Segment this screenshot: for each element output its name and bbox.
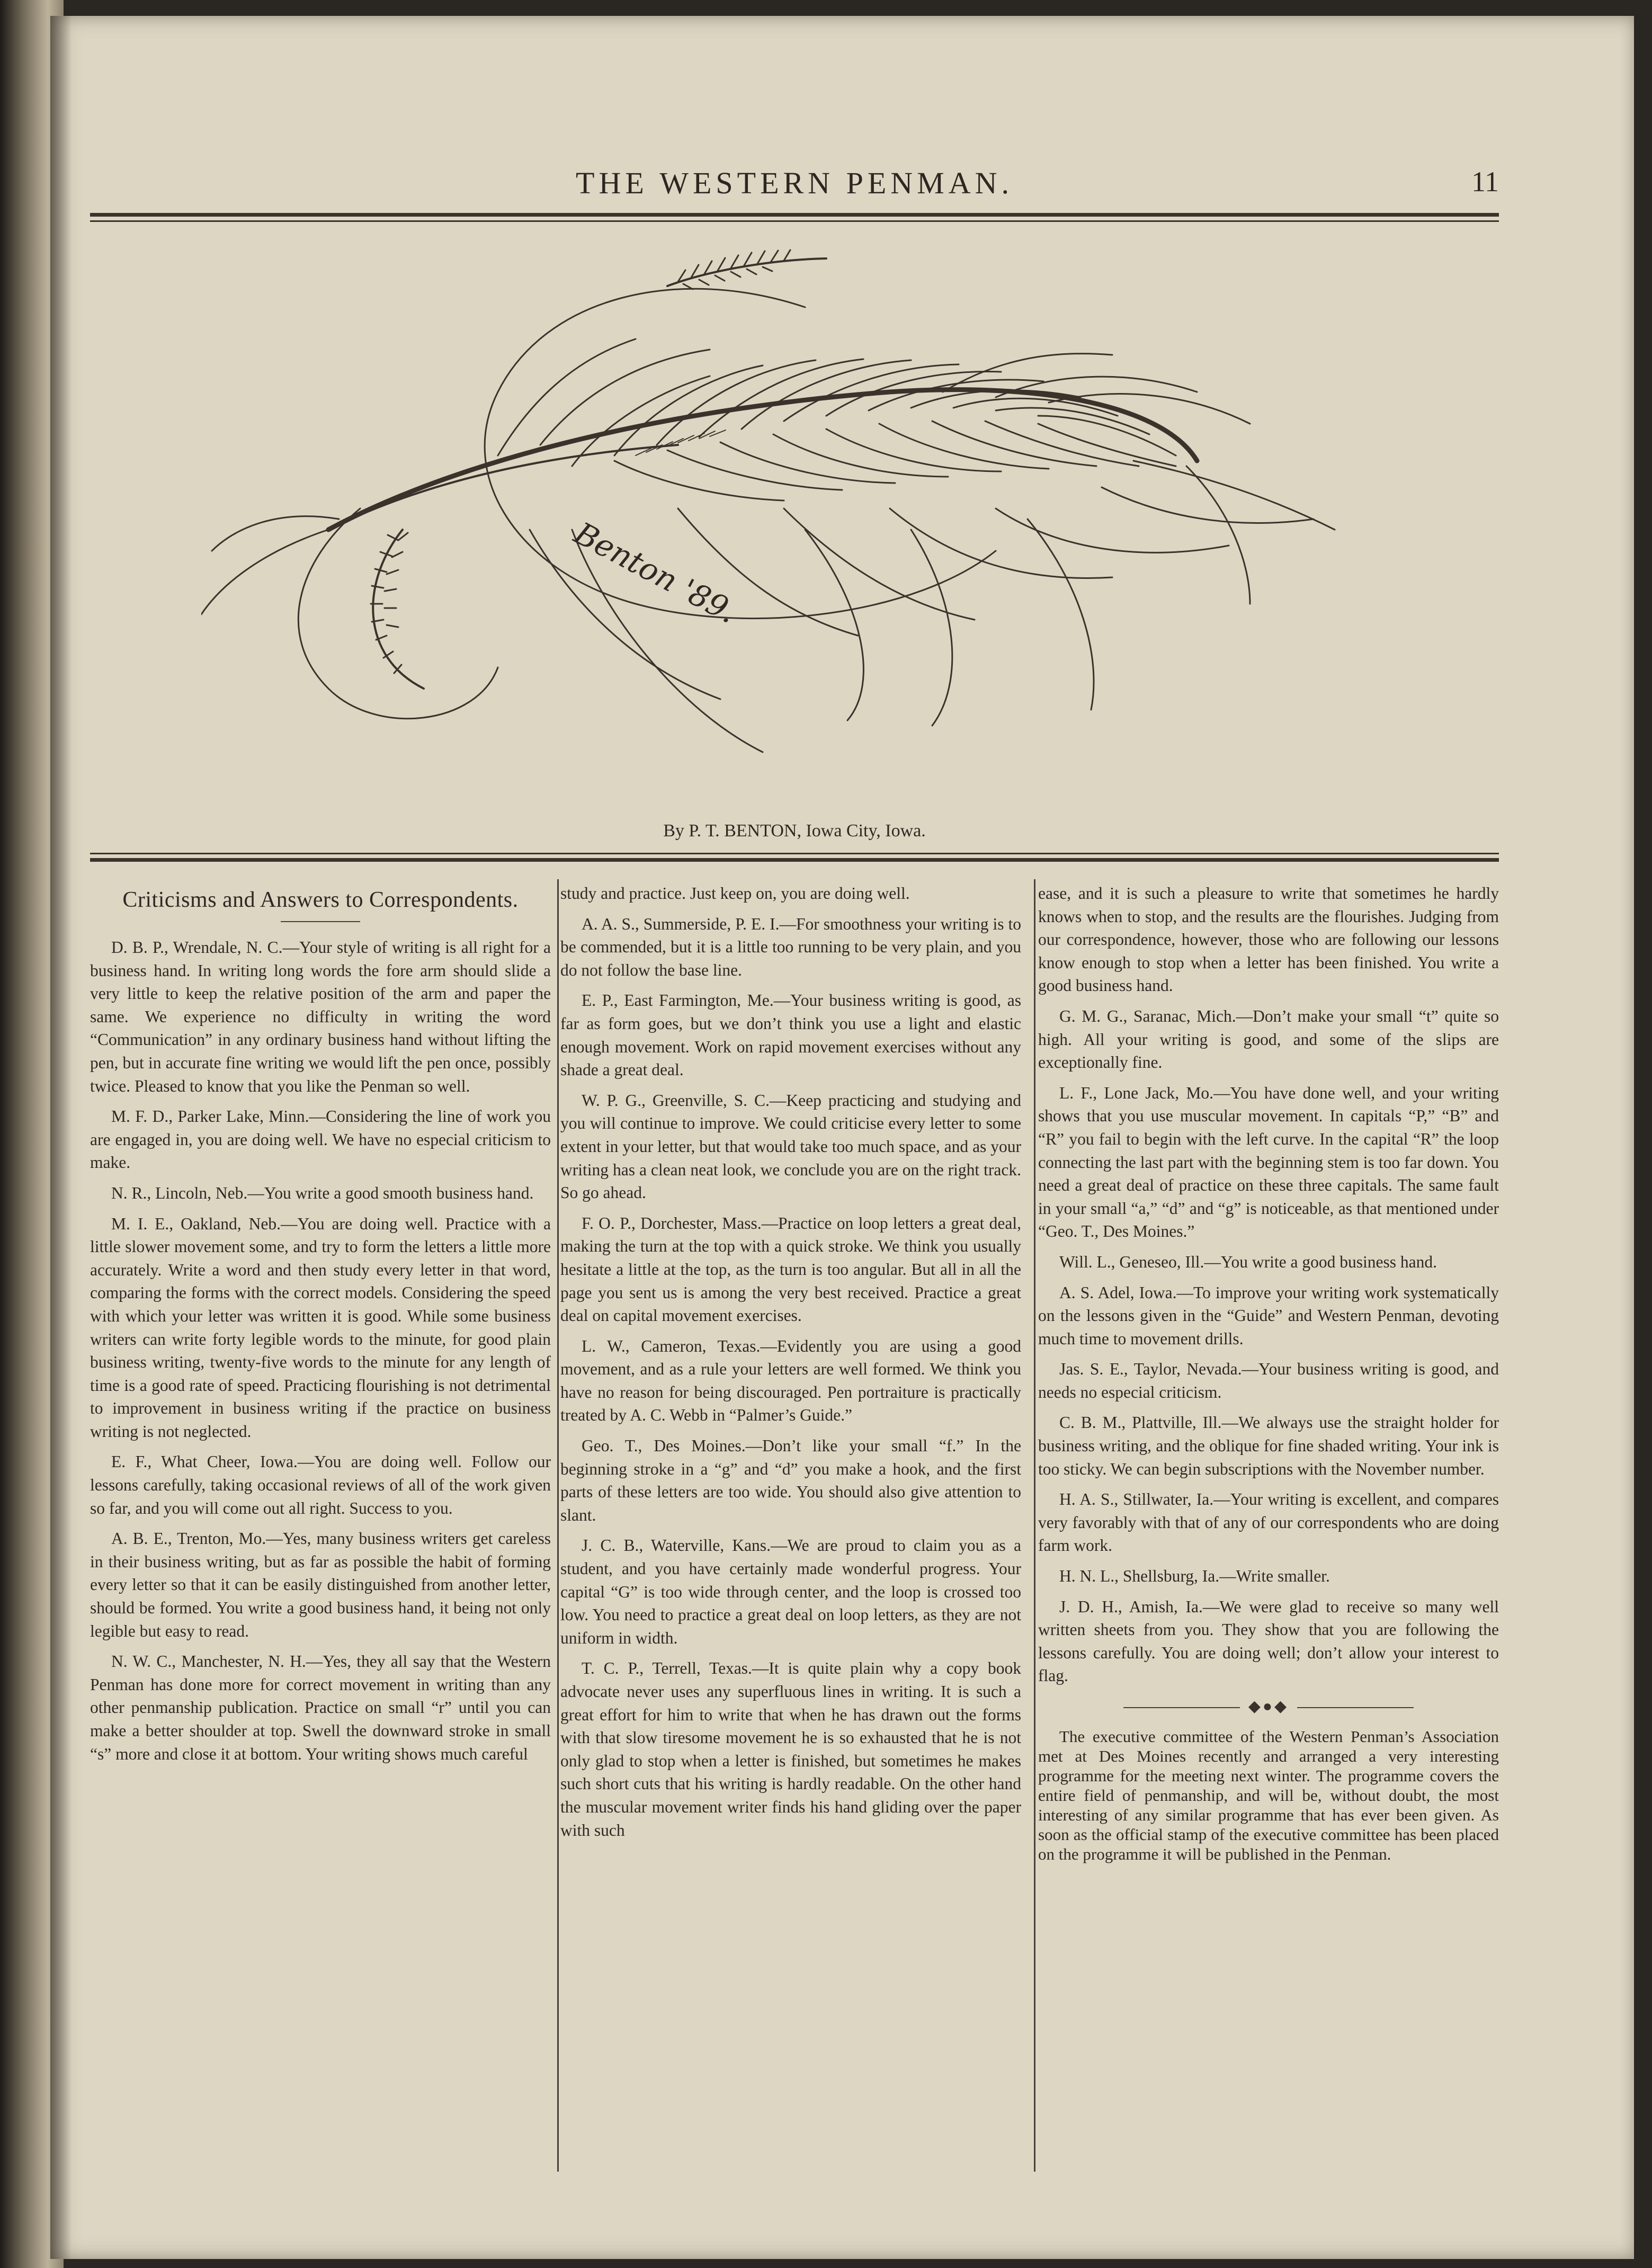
correspondent-answer: J. C. B., Waterville, Kans.—We are proud to claim you as a student, and you have certainly made wonderful progress. Your capital “G” is too wide through center, and the loop is crossed too low. You need to practice a great deal on loop letters, as they are not uniform in width. — [560, 1536, 1021, 1647]
correspondent-answer: study and practice. Just keep on, you are doing well. — [560, 884, 910, 903]
correspondent-answer: F. O. P., Dorchester, Mass.—Practice on loop letters a great deal, making the turn at the top with a quick stroke. We think you usually hesitate a little at the top, as the turn is too angular. But all in all the page you sent us is among the very best received. Practice a great deal on capital movement exercises. — [560, 1213, 1021, 1325]
column-1 — [90, 882, 551, 1773]
masthead — [90, 165, 1499, 213]
correspondent-answer: H. A. S., Stillwater, Ia.—Your writing is excellent, and compares very favorably with that of any of our correspondents who are doing farm work. — [1038, 1490, 1499, 1555]
heading-rule — [281, 921, 360, 922]
correspondent-answer: D. B. P., Wrendale, N. C.—Your style of writing is all right for a business hand. In writing long words the fore arm should slide a very little to keep the relative position of the arm and paper the same. We experience no difficulty in writing the word “Communication” in any ordinary business hand without lifting the pen, but in accurate fine writing we would lift the pen once, possibly twice. Pleased to know that you like the Penman so well. — [90, 938, 551, 1095]
correspondent-answer: A. A. S., Summerside, P. E. I.—For smoothness your writing is to be commended, but it is a little too running to be very plain, and you do not follow the base line. — [560, 914, 1021, 979]
illustration-signature: Benton '89. — [568, 515, 743, 631]
header-rule — [90, 213, 1499, 217]
correspondent-answer: Geo. T., Des Moines.—Don’t like your small “f.” In the beginning stroke in a “g” and “d” you make a hook, and the first parts of these letters are too wide. You should also give attention to slant. — [560, 1436, 1021, 1524]
column-divider — [1034, 879, 1035, 2172]
correspondent-answer: A. S. Adel, Iowa.—To improve your writing work systematically on the lessons given in the “Guide” and Western Penman, devoting much time to movement drills. — [1038, 1283, 1499, 1348]
correspondent-answer: N. R., Lincoln, Neb.—You write a good smooth business hand. — [111, 1183, 534, 1202]
flourished-quill-illustration — [201, 233, 1398, 826]
ornament-divider: ◆●◆ — [1038, 1695, 1499, 1718]
correspondent-answer: T. C. P., Terrell, Texas.—It is quite plain why a copy book advocate never uses any superfluous lines in writing. It is such a great effort for him to write that when he has drawn out the forms with that slow tiresome movement he is so exhausted that he is not only glad to stop when a letter is finished, but sometimes he makes such short cuts that his writing is hardly readable. On the other hand the muscular movement writer finds his hand gliding over the paper with such — [560, 1659, 1021, 1840]
correspondent-answer: ease, and it is such a pleasure to write that sometimes he hardly knows when to stop, and the results are the flourishes. Judging from our correspondence, however, those who are following our lessons know enough to stop when a letter has been finished. You write a good business hand. — [1038, 884, 1499, 995]
correspondent-answer: Will. L., Geneseo, Ill.—You write a good business hand. — [1059, 1252, 1437, 1271]
laurel-top — [667, 258, 826, 286]
column-3 — [1038, 882, 1499, 1864]
column-2 — [560, 882, 1021, 1849]
correspondent-answer: J. D. H., Amish, Ia.—We were glad to receive so many well written sheets from you. They show that you are following the lessons carefully. You are doing well; don’t allow your interest to flag. — [1038, 1597, 1499, 1685]
page-number: 11 — [1471, 166, 1499, 198]
gutter-shadow — [50, 16, 72, 2259]
correspondent-answer: Jas. S. E., Taylor, Nevada.—Your business writing is good, and needs no especial criticism. — [1038, 1360, 1499, 1401]
correspondent-answer: L. W., Cameron, Texas.—Evidently you are using a good movement, and as a rule your letters are well formed. We think you have no reason for being discouraged. Pen portraiture is practically treated by A. C. Webb in “Palmer’s Guide.” — [560, 1336, 1021, 1425]
flourish-circle — [485, 289, 996, 618]
section-rule-thin — [90, 853, 1499, 854]
correspondent-answer: M. I. E., Oakland, Neb.—You are doing well. Practice with a little slower movement some, and try to form the letters a little more accurately. Write a word and then study every letter in that word, comparing the forms with the correct models. Considering the speed with which your letter was written it is good. While some business writers can write forty legible words to the minute, for good plain business writing, twenty-five words to the minute for any length of time is a good rate of speed. Practicing flourishing is not detrimental to improvement in business writing if the practice on business writing is not neglected. — [90, 1214, 551, 1441]
correspondent-answer: E. P., East Farmington, Me.—Your business writing is good, as far as form goes, but we don’t think you use a light and elastic enough movement. Work on rapid movement exercises without any shade a great deal. — [560, 991, 1021, 1079]
correspondent-answer: H. N. L., Shellsburg, Ia.—Write smaller. — [1059, 1567, 1330, 1586]
header-rule-thin — [90, 220, 1499, 222]
column-divider — [557, 879, 559, 2172]
correspondent-answer: N. W. C., Manchester, N. H.—Yes, they all say that the Western Penman has done more for correct movement in writing than any other penmanship publication. Practice on small “r” until you can make a better shoulder at top. Swell the downward stroke in small “s” more and close it at bottom. Your writing shows much careful — [90, 1652, 551, 1763]
correspondent-answer: L. F., Lone Jack, Mo.—You have done well, and your writing shows that you use muscular movement. In capitals “P,” “B” and “R” you fail to begin with the left curve. In the capital “R” the loop connecting the last part with the beginning stem is too far down. You need a great deal of practice on these three capitals. The same fault in your small “a,” “d” and “g” is noticeable, as that mentioned under “Geo. T., Des Moines.” — [1038, 1083, 1499, 1241]
correspondent-answer: C. B. M., Plattville, Ill.—We always use the straight holder for business writing, and the oblique for fine shaded writing. Your ink is too sticky. We can begin subscriptions with the November number. — [1038, 1413, 1499, 1478]
correspondent-answer: M. F. D., Parker Lake, Minn.—Considering the line of work you are engaged in, you are doing well. We have no especial criticism to make. — [90, 1107, 551, 1172]
correspondent-answer: A. B. E., Trenton, Mo.—Yes, many business writers get careless in their business writing, but as far as possible the habit of forming every letter so that it can be easily distinguished from another letter, should be formed. You write a good business hand, it being not only legible but easy to read. — [90, 1529, 551, 1640]
correspondent-answer: W. P. G., Greenville, S. C.—Keep practicing and studying and you will continue to improve. We could criticise every letter to some extent in your letter, but that would take too much space, and as your writing has a clean neat look, we conclude you are on the right track. So go ahead. — [560, 1091, 1021, 1202]
section-rule — [90, 858, 1499, 862]
association-notice: The executive committee of the Western Penman’s Association met at Des Moines recently and arranged a very interesting programme for the meeting next winter. The programme covers the entire field of penmanship, and will be, without doubt, the most interesting of any similar programme that has ever been given. As soon as the official stamp of the executive committee has been placed on the programme it will be published in the Penman. — [1038, 1727, 1499, 1863]
section-heading: Criticisms and Answers to Correspondents. — [122, 888, 519, 912]
correspondent-answer: G. M. G., Saranac, Mich.—Don’t make your small “t” quite so high. All your writing is good, and some of the slips are exceptionally fine. — [1038, 1006, 1499, 1072]
illustration-caption: By P. T. BENTON, Iowa City, Iowa. — [663, 821, 926, 841]
correspondent-answer: E. F., What Cheer, Iowa.—You are doing well. Follow our lessons carefully, taking occasional reviews of all of the work given so far, and you will come out all right. Success to you. — [90, 1452, 551, 1517]
masthead-title: THE WESTERN PENMAN. — [576, 166, 1013, 200]
